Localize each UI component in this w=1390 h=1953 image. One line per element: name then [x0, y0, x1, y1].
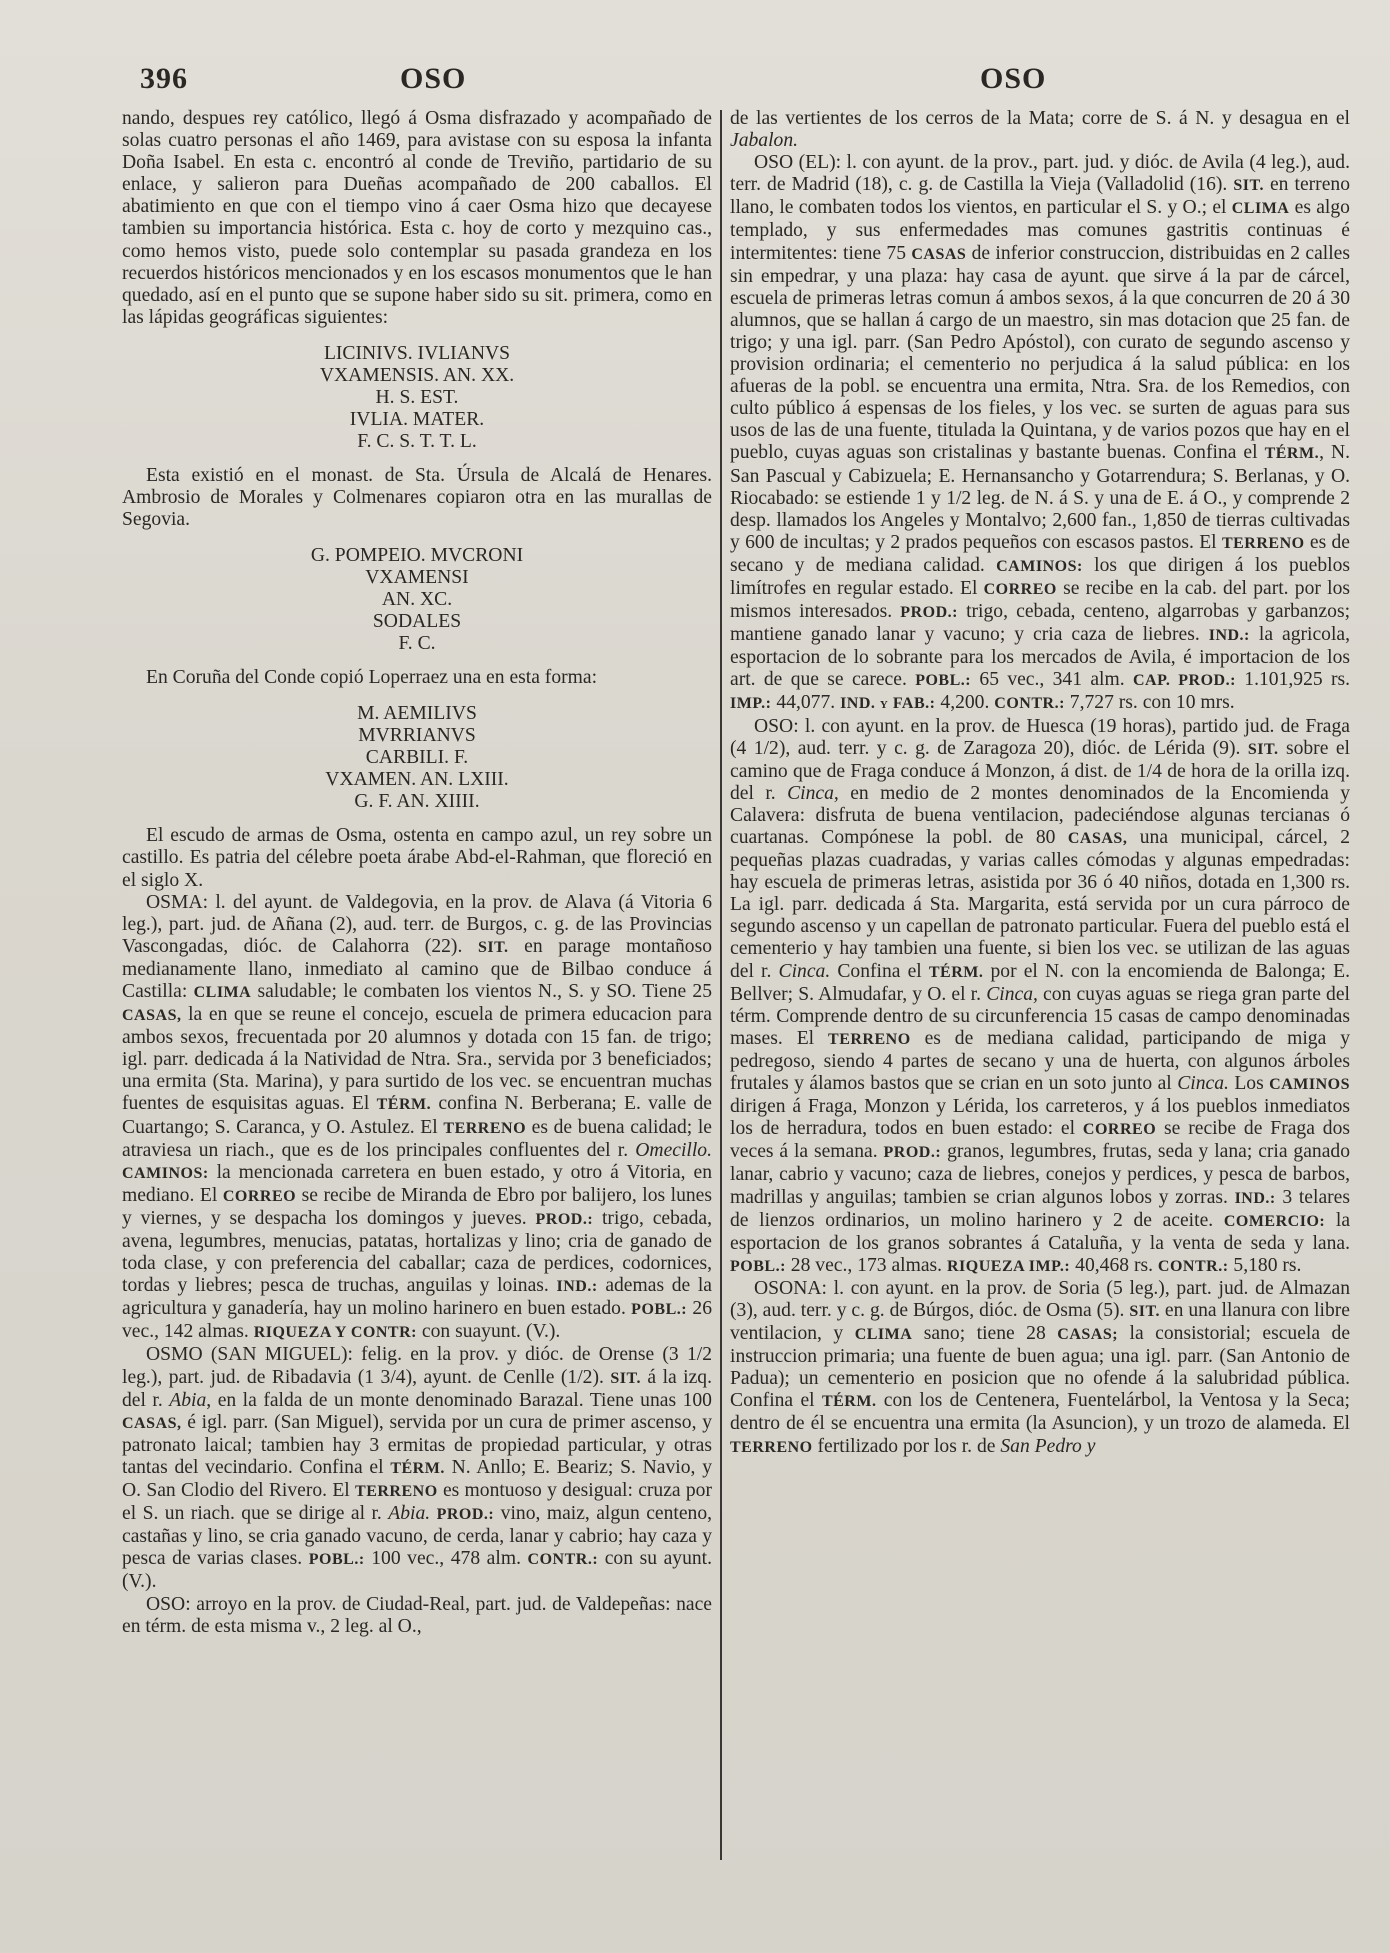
entry-oso-huesca: OSO: l. con ayunt. en la prov. de Huesca (19 horas), partido jud. de Fraga (4 1/2), aud. terr. y c. g. de Zaragoza 20), dióc. de Lérida (9). SIT. sobre el camino que de Fraga conduce á Monzon, á dist. de 1/4 de hora de la orilla izq. del r. Cinca, en medio de 2 montes denominados de la Encomienda y Calavera: disfruta de buena ventilacion, padeciéndose algunas tercianas ó cuartanas. Compónese la pobl. de 80 CASAS, una municipal, cárcel, 2 pequeñas plazas cuadradas, y varias calles cómodas y algunas empedradas: hay escuela de primeras letras, asistida por 36 ó 40 niños, dotada en 1,300 rs. La igl. parr. dedicada á Sta. Margarita, está servida por un cura párroco de segundo ascenso y un capellan de patronato particular. Fuera del pueblo está el cementerio y hay tambien una fuente, si bien los vec. se utilizan de las aguas del r. Cinca. Confina el TÉRM. por el N. con la encomienda de Balonga; E. Bellver; S. Almudafar, y O. el r. Cinca, con cuyas aguas se riega gran parte del térm. Comprende dentro de su circunferencia 15 casas de campo denominadas mases. El TERRENO es de mediana calidad, participando de miga y pedregoso, siendo 4 partes de secano y una de huerta, con algunos árboles frutales y álamos bastos que se crian en un soto junto al Cinca. Los CAMINOS dirigen á Fraga, Monzon y Lérida, los carreteros, y á los pueblos inmediatos los de herradura, todos en buen estado: el CORREO se recibe de Fraga dos veces á la semana. PROD.: granos, legumbres, frutas, seda y lana; cria ganado lanar, cabrio y vacuno; caza de liebres, conejos y perdices, y pesca de barbos, madrillas y anguilas; tambien se crian algunos lobos y zorras. IND.: 3 telares de lienzos ordinarios, un molino harinero y 2 de aceite. COMERCIO: la esportacion de los granos sobrantes á Cataluña, y la venta de seda y lana. POBL.: 28 vec., 173 almas. RIQUEZA IMP.: 40,468 rs. CONTR.: 5,180 rs.	[730, 715, 1351, 1276]
right-column	[730, 108, 1350, 1459]
inscription-line: G. POMPEIO. MVCRONI	[310, 545, 524, 567]
inscription-pompeio	[122, 545, 712, 655]
entry-oso-arroyo-continuation: de las vertientes de los cerros de la Mata; corre de S. á N. y desagua en el Jabalon.	[730, 108, 1350, 152]
inscription-aemilius	[122, 703, 712, 813]
entry-osmo-san-miguel: OSMO (SAN MIGUEL): felig. en la prov. y dióc. de Orense (3 1/2 leg.), part. jud. de Ribadavia (1 3/4), ayunt. de Cenlle (1/2). SIT. á la izq. del r. Abia, en la falda de un monte denominado Barazal. Tiene unas 100 CASAS, é igl. parr. (San Miguel), servida por un cura de primer ascenso, y patronato laical; tambien hay 3 ermitas de propiedad particular, y otras tantas del vecindario. Confina el TÉRM. N. Anllo; E. Beariz; S. Navio, y O. San Clodio del Rivero. El TERRENO es montuoso y desigual: cruza por el S. un riach. que se dirige al r. Abia. PROD.: vino, maiz, algun centeno, castañas y lino, se cria ganado vacuno, de cerda, lanar y cabrio; hay caza y pesca de varias clases. POBL.: 100 vec., 478 alm. CONTR.: con su ayunt. (V.).	[122, 1344, 713, 1593]
column-divider	[720, 110, 722, 1860]
inscription-line: VXAMEN. AN. LXIII.	[325, 769, 509, 791]
inscription-line: VXAMENSIS. AN. XX.	[319, 364, 515, 386]
entry-osona: OSONA: l. con ayunt. en la prov. de Soria (5 leg.), part. jud. de Almazan (3), aud. terr. y c. g. de Búrgos, dióc. de Osma (5). SIT. en una llanura con libre ventilacion, y CLIMA sano; tiene 28 CASAS; la consistorial; escuela de instruccion primaria; una fuente de buen agua; una igl. parr. (San Antonio de Padua); un cementerio en posicion que no ofende á la salubridad pública. Confina el TÉRM. con los de Centenera, Fuentelárbol, la Ventosa y la Seca; dentro de él se encuentra una ermita (la Asuncion), y un trozo de alameda. El TERRENO fertilizado por los r. de San Pedro y	[730, 1277, 1351, 1457]
entry-osma-alava: OSMA: l. del ayunt. de Valdegovia, en la prov. de Alava (á Vitoria 6 leg.), part. jud. de Añana (2), aud. terr. de Burgos, c. g. de las Provincias Vascongadas, dióc. de Calahorra (22). SIT. en parage montañoso medianamente llano, inmediato al camino que de Bilbao conduce á Castilla: CLIMA saludable; le combaten los vientos N., S. y SO. Tiene 25 CASAS, la en que se reune el concejo, escuela de primera educacion para ambos sexos, frecuentada por 20 alumnos y dotada con 15 fan. de trigo; igl. parr. dedicada á la Natividad de Ntra. Sra., servida por 3 beneficiados; una ermita (Sta. Marina), y para surtido de los vec. se encuentran muchas fuentes de esquisitas aguas. El TÉRM. confina N. Berberana; E. valle de Cuartango; S. Caranca, y O. Astulez. El TERRENO es de buena calidad; le atraviesa un riach., que es de los principales confluentes del r. Omecillo. CAMINOS: la mencionada carretera en buen estado, y otro á Vitoria, en mediano. El CORREO se recibe de Miranda de Ebro por balijero, los lunes y viernes, y se despacha los domingos y jueves. PROD.: trigo, cebada, avena, legumbres, menucias, patatas, hortalizas y lino; cria de ganado de toda clase, y con preferencia del caballar; caza de perdices, codornices, tordas y liebres; pesca de truchas, anguilas y loinas. IND.: ademas de la agricultura y ganadería, hay un molino harinero en buen estado. POBL.: 26 vec., 142 almas. RIQUEZA Y CONTR: con suayunt. (V.).	[122, 891, 713, 1343]
inscription-line: G. F. AN. XIIII.	[354, 791, 480, 813]
inscription-line: MVRRIANVS	[358, 725, 476, 747]
entry-oso-el-avila: OSO (EL): l. con ayunt. de la prov., part. jud. y dióc. de Avila (4 leg.), aud. terr. de Madrid (18), c. g. de Castilla la Vieja (Valladolid (16). SIT. en terreno llano, le combaten todos los vientos, en particular el S. y O.; el CLIMA es algo templado, y sus enfermedades mas comunes gastritis continuas é intermitentes: tiene 75 CASAS de inferior construccion, distribuidas en 2 calles sin empedrar, y una plaza: hay casa de ayunt. que sirve á la par de cárcel, escuela de primeras letras comun á ambos sexos, á la que concurren de 20 á 30 alumnos, que se hallan á cargo de un maestro, sin mas dotacion que 25 fan. de trigo; y una igl. parr. (San Pedro Apóstol), con curato de segundo ascenso y provision ordinaria; el cementerio no perjudica á la salud pública: en los afueras de la pobl. se encuentra una ermita, Ntra. Sra. de los Remedios, con culto público á espensas de los fieles, y los vec. se surten de aguas para sus usos de las de una fuente, titulada la Quintana, y de varios pozos que hay en el pueblo, cuyas aguas son cristalinas y bastante buenas. Confina el TÉRM., N. San Pascual y Cabizuela; E. Hernansancho y Gotarrendura; S. Berlanas, y O. Riocabado: se estiende 1 y 1/2 leg. de N. á S. y una de E. á O., y comprende 2 desp. llamados los Angeles y Montalvo; 2,600 fan., 1,850 de tierras cultivadas y 600 de incultas; y 2 prados pequeños con escasos pastos. El TERRENO es de secano y de mediana calidad. CAMINOS: los que dirigen á los pueblos limítrofes en regular estado. El CORREO se recibe en la cab. del part. por los mismos interesados. PROD.: trigo, cebada, centeno, algarrobas y garbanzos; mantiene ganado lanar y vacuno; y cria caza de liebres. IND.: la agricola, esportacion de lo sobrante para los mercados de Avila, é importacion de los art. de que se carece. POBL.: 65 vec., 341 alm. CAP. PROD.: 1.101,925 rs. IMP.: 44,077. IND. y FAB.: 4,200. CONTR.: 7,727 rs. con 10 mrs.	[730, 152, 1351, 714]
page-header	[140, 62, 1350, 108]
inscription-line: AN. XC.	[381, 589, 453, 611]
inscription-line: H. S. EST.	[375, 386, 459, 408]
inscription-line: IVLIA. MATER.	[349, 408, 485, 430]
inscription-licinius	[122, 343, 712, 453]
running-headword-left: OSO	[400, 62, 467, 95]
inscription-line: F. C. S. T. T. L.	[357, 430, 477, 452]
inscription-line: VXAMENSI	[365, 567, 469, 589]
page-number: 396	[140, 62, 188, 95]
inscription-line: M. AEMILIVS	[357, 703, 477, 725]
paragraph-coruna-note: En Coruña del Conde copió Loperraez una en esta forma:	[146, 667, 598, 689]
paragraph-inscription-note: Esta existió en el monast. de Sta. Úrsula de Alcalá de Henares. Ambrosio de Morales y Colmenares copiaron otra en las murallas de Segovia.	[122, 464, 712, 531]
running-headword-right: OSO	[980, 62, 1047, 95]
paragraph-escudo: El escudo de armas de Osma, ostenta en campo azul, un rey sobre un castillo. Es patria del célebre poeta árabe Abd-el-Rahman, que floreció en el siglo X.	[122, 825, 712, 891]
inscription-line: SODALES	[372, 611, 462, 633]
inscription-line: CARBILI. F.	[365, 747, 469, 769]
entry-oso-arroyo: OSO: arroyo en la prov. de Ciudad-Real, part. jud. de Valdepeñas: nace en térm. de esta misma v., 2 leg. al O.,	[122, 1593, 712, 1637]
entry-osma-continuation: nando, despues rey católico, llegó á Osma disfrazado y acompañado de solas cuatro personas el año 1469, para avistase con su esposa la infanta Doña Isabel. En esta c. encontró al conde de Treviño, partidario de su enlace, y salieron para Dueñas acompañado de 200 caballos. El abatimiento en que con el tiempo vino á caer Osma hizo que decayese tambien su importancia histórica. Esta c. hoy de corto y mezquino cas., como hemos visto, puede solo contemplar su pasada grandeza en los recuerdos históricos mencionados y en los escasos monumentos que le han quedado, así en el punto que se supone haber sido su sit. primera, como en las lápidas geográficas siguientes:	[122, 108, 712, 328]
left-column	[122, 108, 712, 1638]
inscription-line: F. C.	[398, 633, 436, 655]
inscription-line: LICINIVS. IVLIANVS	[323, 342, 511, 364]
